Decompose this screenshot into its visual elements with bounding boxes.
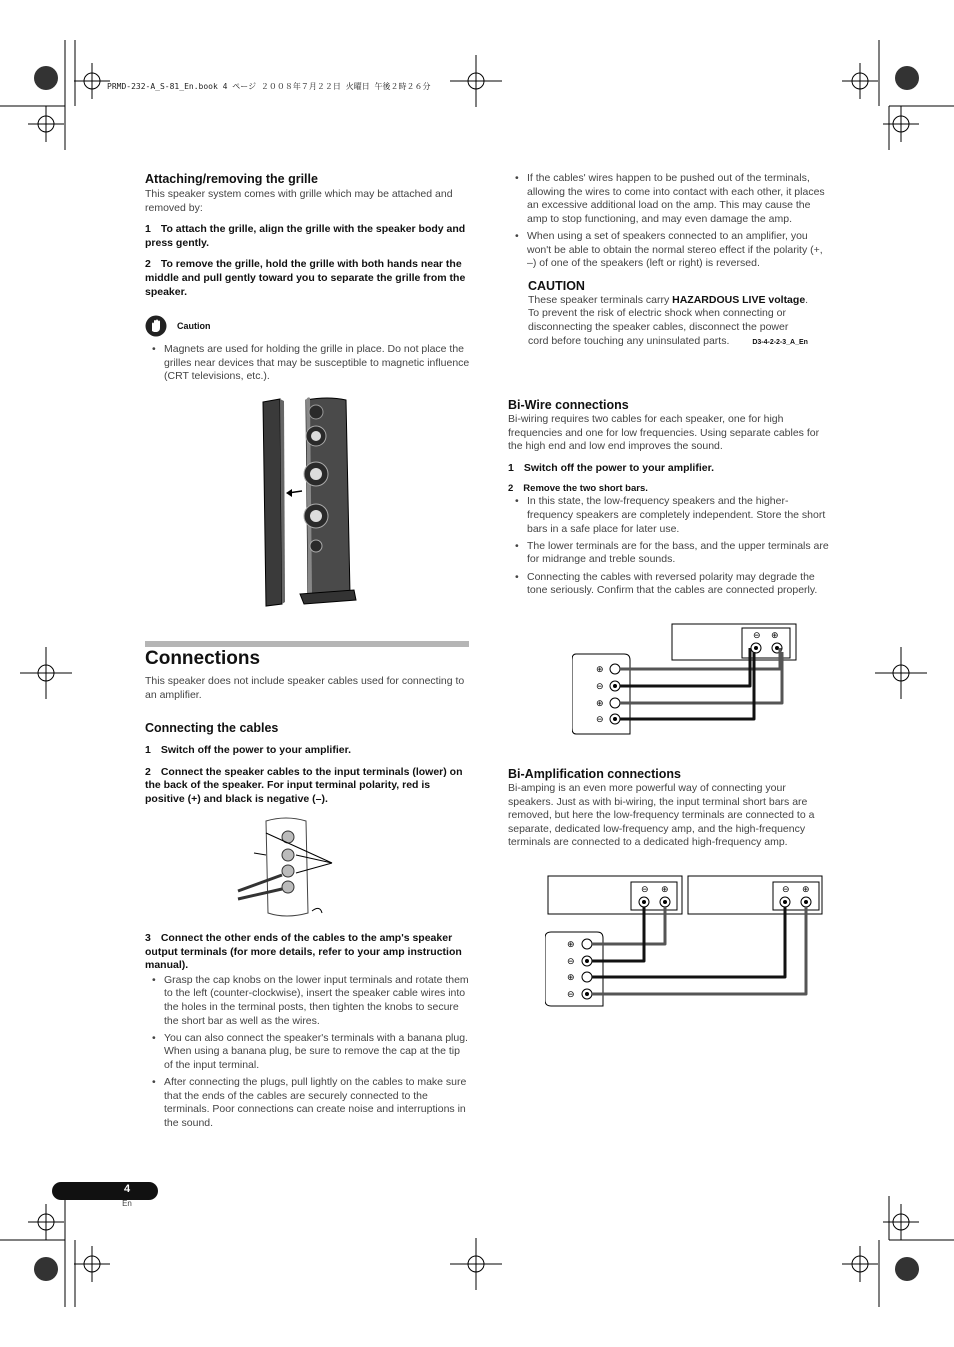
biamp-diagram (545, 874, 825, 1010)
caution-box (528, 279, 810, 349)
svg-text:⊖: ⊖ (596, 682, 604, 692)
biwire-section (508, 398, 832, 601)
list-item: • Grasp the cap knobs on the lower input terminals and rotate them to the left (counter-clockwise), insert the speaker cable wires into the holes in the terminal posts, then tighten the knobs to secure the short bar as well as the wires. (145, 974, 470, 1028)
connect-step-2: 2 Connect the speaker cables to the input terminals (lower) on the back of the speaker. For input terminal polarity, red is positive (+) and black is negative (–). (145, 765, 463, 805)
connections-intro: This speaker does not include speaker cables used for connecting to an amplifier. (145, 675, 465, 701)
page-language: En (122, 1199, 132, 1208)
svg-text:⊕: ⊕ (567, 940, 575, 950)
grille-step-2: 2 To remove the grille, hold the grille with both hands near the middle and pull gently toward you to separate the grille from the speaker. (145, 258, 466, 298)
list-item: • If the cables' wires happen to be pushed out of the terminals, allowing the wires to come into contact with each other, it places an excessive additional load on the amp. This may cause the amp to stop functioning, and may even damage the amp. (508, 172, 832, 226)
biamp-intro: Bi-amping is an even more powerful way of connecting your speakers. Just as with bi-wiring, the input terminal short bars are removed, but here the low-frequency terminals are connected to a separate, dedicated low-frequency amp, and the high-frequency terminals are connected to a dedicated high-frequency amp. (508, 782, 815, 849)
biwire-bullet-list (508, 495, 832, 597)
right-column-top (508, 172, 832, 349)
svg-text:⊕: ⊕ (567, 973, 575, 983)
list-item: • You can also connect the speaker's terminals with a banana plug. When using a banana plug, be sure to remove the cap at the tip of the input terminal. (145, 1032, 470, 1073)
biwire-step-2: 2 Remove the two short bars. (508, 483, 648, 495)
svg-text:⊖: ⊖ (782, 885, 790, 895)
biwire-intro: Bi-wiring requires two cables for each speaker, one for high frequencies and one for low frequencies. Using separate cables for the high end and low end improves the sound. (508, 413, 820, 453)
caution-hand-icon (145, 315, 167, 337)
list-item: • When using a set of speakers connected to an amplifier, you won't be able to obtain the normal stereo effect if the polarity (+, –) of one of the speakers (left or right) is reversed. (508, 230, 832, 271)
connect-step-3-block (145, 932, 470, 1134)
svg-text:⊖: ⊖ (753, 631, 761, 641)
left-column (145, 172, 470, 388)
connect-step-1: 1 Switch off the power to your amplifier. (145, 744, 352, 757)
caution-text: These speaker terminals carry HAZARDOUS LIVE voltage. To prevent the risk of electric shock when connecting or disconnecting the speaker cables, disconnect the power cord before touching any uninsulated parts. D3-4-2-2-3_A_En (528, 293, 809, 347)
grille-intro: This speaker system comes with grille which may be attached and removed by: (145, 188, 453, 214)
terminal-connection-illustration (236, 815, 336, 923)
list-item: • Connecting the cables with reversed polarity may degrade the tone seriously. Confirm that the cables are connected properly. (508, 571, 832, 598)
svg-text:⊕: ⊕ (596, 699, 604, 709)
grille-heading: Attaching/removing the grille (145, 172, 318, 186)
connect-step-3: 3 Connect the other ends of the cables to the amp's speaker output terminals (for more details, refer to your amp instruction manual). (145, 932, 462, 972)
biamp-section (508, 767, 832, 850)
caution-heading: CAUTION (528, 278, 585, 293)
list-item: • After connecting the plugs, pull lightly on the cables to make sure that the ends of the cables are securely connected to the terminals. Poor connections can create noise and interruptions in the sound. (145, 1076, 470, 1130)
svg-text:⊖: ⊖ (567, 957, 575, 967)
svg-text:⊖: ⊖ (596, 715, 604, 725)
caution-code: D3-4-2-2-3_A_En (752, 338, 808, 346)
list-item: • Magnets are used for holding the grille in place. Do not place the grilles near devices that may be susceptible to magnetic influence (CRT televisions, etc.). (145, 343, 470, 384)
biwire-step-1: 1 Switch off the power to your amplifier. (508, 461, 715, 474)
connect-bullet-list (145, 974, 470, 1131)
caution-note (145, 315, 470, 337)
page-tab (52, 1182, 158, 1200)
page-number: 4 (123, 1183, 131, 1195)
svg-text:⊕: ⊕ (771, 631, 779, 641)
svg-text:⊕: ⊕ (661, 885, 669, 895)
connections-section (145, 648, 470, 807)
caution-label: Caution (177, 321, 211, 332)
list-item: • The lower terminals are for the bass, and the upper terminals are for midrange and treble sounds. (508, 540, 832, 567)
list-item: • In this state, the low-frequency speakers and the higher-frequency speakers are completely independent. Store the short bars in a safe place for later use. (508, 495, 832, 536)
polarity-bullet-list (508, 172, 832, 271)
svg-text:⊖: ⊖ (641, 885, 649, 895)
section-rule (145, 641, 469, 647)
connecting-cables-heading: Connecting the cables (145, 721, 279, 736)
grille-bullet-list (145, 343, 470, 384)
biwire-diagram (572, 622, 802, 738)
connections-heading: Connections (145, 648, 261, 669)
grille-step-1: 1 To attach the grille, align the grille with the speaker body and press gently. (145, 223, 466, 249)
svg-text:⊖: ⊖ (567, 990, 575, 1000)
print-header-line: PRMD-232-A_S-81_En.book 4 ページ ２００８年７月２２日 火曜日 午後２時２６分 (107, 82, 431, 91)
svg-text:⊕: ⊕ (802, 885, 810, 895)
speaker-grille-illustration (258, 394, 358, 609)
svg-text:⊕: ⊕ (596, 665, 604, 675)
biamp-heading: Bi-Amplification connections (508, 767, 681, 781)
biwire-heading: Bi-Wire connections (508, 398, 629, 412)
